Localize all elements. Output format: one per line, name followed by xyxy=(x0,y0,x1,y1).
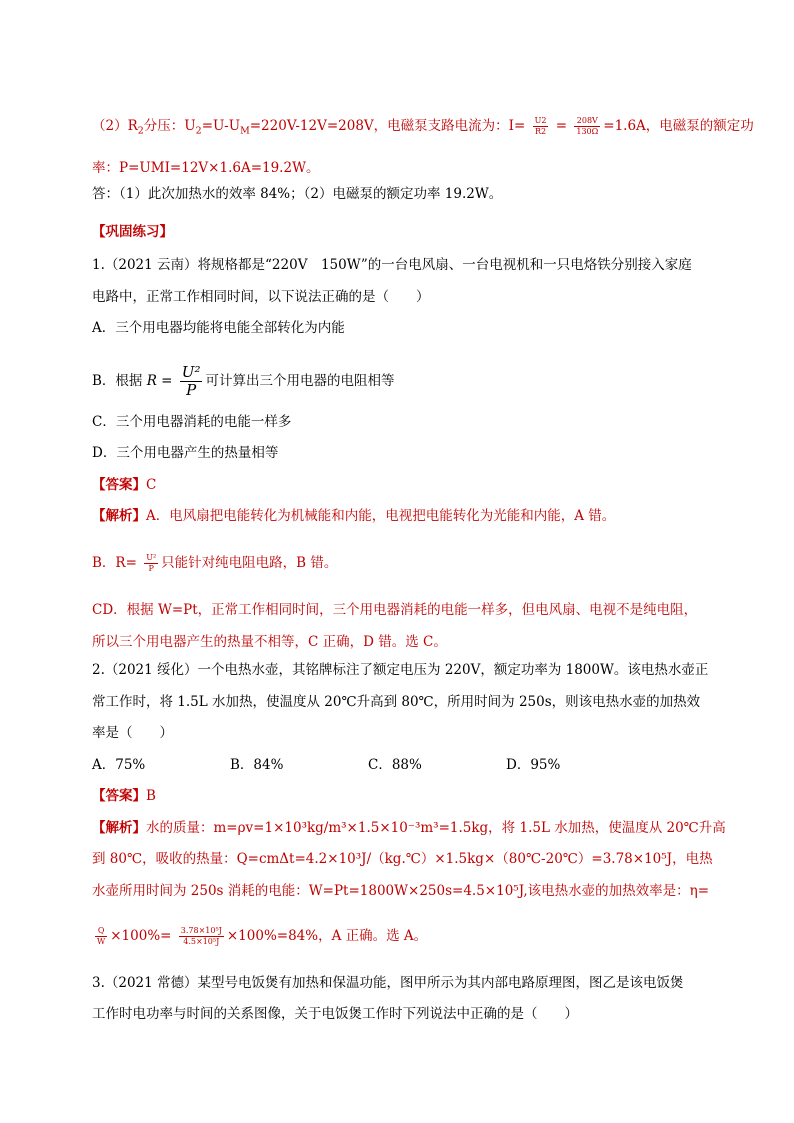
q2-option-d: D．95% xyxy=(506,757,561,773)
prev-answer-line: 答：（1）此次加热水的效率 84%；（2）电磁泵的额定功率 19.2W。 xyxy=(92,186,503,202)
resistance-formula-fraction: $\frac{\text{U²}}{P}$ xyxy=(181,363,201,399)
q1-explanation-3: CD．根据 W=Pt，正常工作相同时间，三个用电器消耗的电能一样多，但电风扇、电视不是纯电阻， xyxy=(92,602,698,618)
q1-option-c: C．三个用电器消耗的电能一样多 xyxy=(92,414,292,430)
q1-explanation-2: B．R= $\frac{\text{U²}}{P}$ 只能针对纯电阻电路，B 错。 xyxy=(92,553,338,573)
q1-stem-line-2: 电路中，正常工作相同时间，以下说法正确的是（ ） xyxy=(92,289,430,305)
q3-stem-line-2: 工作时电功率与时间的关系图像，关于电饭煲工作时下列说法中正确的是（ ） xyxy=(92,1006,578,1022)
q1-stem-line-1: 1.（2021 云南）将规格都是“220V 150W”的一台电风扇、一台电视机和一只电烙铁分别接入家庭 xyxy=(92,257,692,273)
q2-option-b: B．84% xyxy=(230,757,284,773)
q1-option-d: D．三个用电器产生的热量相等 xyxy=(92,445,279,461)
q2-option-c: C．88% xyxy=(368,757,422,773)
q1-explanation-4: 所以三个用电器产生的热量不相等，C 正确，D 错。选 C。 xyxy=(92,634,447,650)
q2-explanation-3: 水壶所用时间为 250s 消耗的电能：W=Pt=1800W×250s=4.5×10⁵J,该电热水壶的加热效率是：η= xyxy=(92,883,710,899)
current-ratio-fraction: $\frac{U2}{R2}$ xyxy=(534,116,547,136)
q1-answer: 【答案】C xyxy=(92,477,157,493)
q2-options xyxy=(92,755,644,775)
q2-explanation-4: $\frac{Q}{W}$ ×100%= $\frac{\text{3.78×10⁵J}}{\text{4.5×10⁵J}}$ ×100%=84%，A 正确。选 A。 xyxy=(97,926,428,946)
prev-solution-line-2: 率：P=UMI=12V×1.6A=19.2W。 xyxy=(92,160,320,176)
pure-resistance-fraction: $\frac{\text{U²}}{P}$ xyxy=(146,553,157,573)
q2-stem-line-1: 2.（2021 绥化）一个电热水壶，其铭牌标注了额定电压为 220V，额定功率为 1800W。该电热水壶正 xyxy=(92,662,709,678)
q2-stem-line-3: 率是（ ） xyxy=(92,725,173,741)
section-heading: 【巩固练习】 xyxy=(92,224,173,240)
q3-stem-line-1: 3.（2021 常德）某型号电饭煲有加热和保温功能，图甲所示为其内部电路原理图，图乙是该电饭煲 xyxy=(92,975,684,991)
prev-solution-line-1: $(2)R_2$分压：$U_2=U-U_M=220V-12V=208V$，电磁泵支路电流为：I= $\frac{U2}{R2}$ = $\frac{208V}{130\Omega}$ =1.6A，电磁泵的额定功 xyxy=(92,116,754,137)
q2-stem-line-2: 常工作时，将 1.5L 水加热，使温度从 20℃升高到 80℃，所用时间为 250s，则该电热水壶的加热效 xyxy=(92,694,701,710)
q2-explanation-1: 【解析】水的质量：m=ρv=1×10³kg/m³×1.5×10⁻³m³=1.5kg，将 1.5L 水加热，使温度从 20℃升高 xyxy=(92,820,726,836)
q2-option-a: A．75% xyxy=(92,757,146,773)
q1-option-a: A．三个用电器均能将电能全部转化为内能 xyxy=(92,320,345,336)
q1-option-b: B．根据 R = $\frac{\text{U²}}{P}$ 可计算出三个用电器的电阻相等 xyxy=(92,363,395,399)
q2-explanation-2: 到 80℃，吸收的热量：Q=cmΔt=4.2×10³J/（kg.℃）×1.5kg×（80℃-20℃）=3.78×10⁵J，电热 xyxy=(92,851,713,867)
q2-answer: 【答案】B xyxy=(92,788,156,804)
efficiency-value-fraction: $\frac{\text{3.78×10⁵J}}{\text{4.5×10⁵J}}$ xyxy=(180,926,222,946)
current-value-fraction: $\frac{208V}{130\Omega}$ xyxy=(576,116,599,136)
efficiency-fraction: $\frac{Q}{W}$ xyxy=(97,926,106,946)
q1-explanation-1: 【解析】A．电风扇把电能转化为机械能和内能，电视把电能转化为光能和内能，A 错。 xyxy=(92,508,616,524)
